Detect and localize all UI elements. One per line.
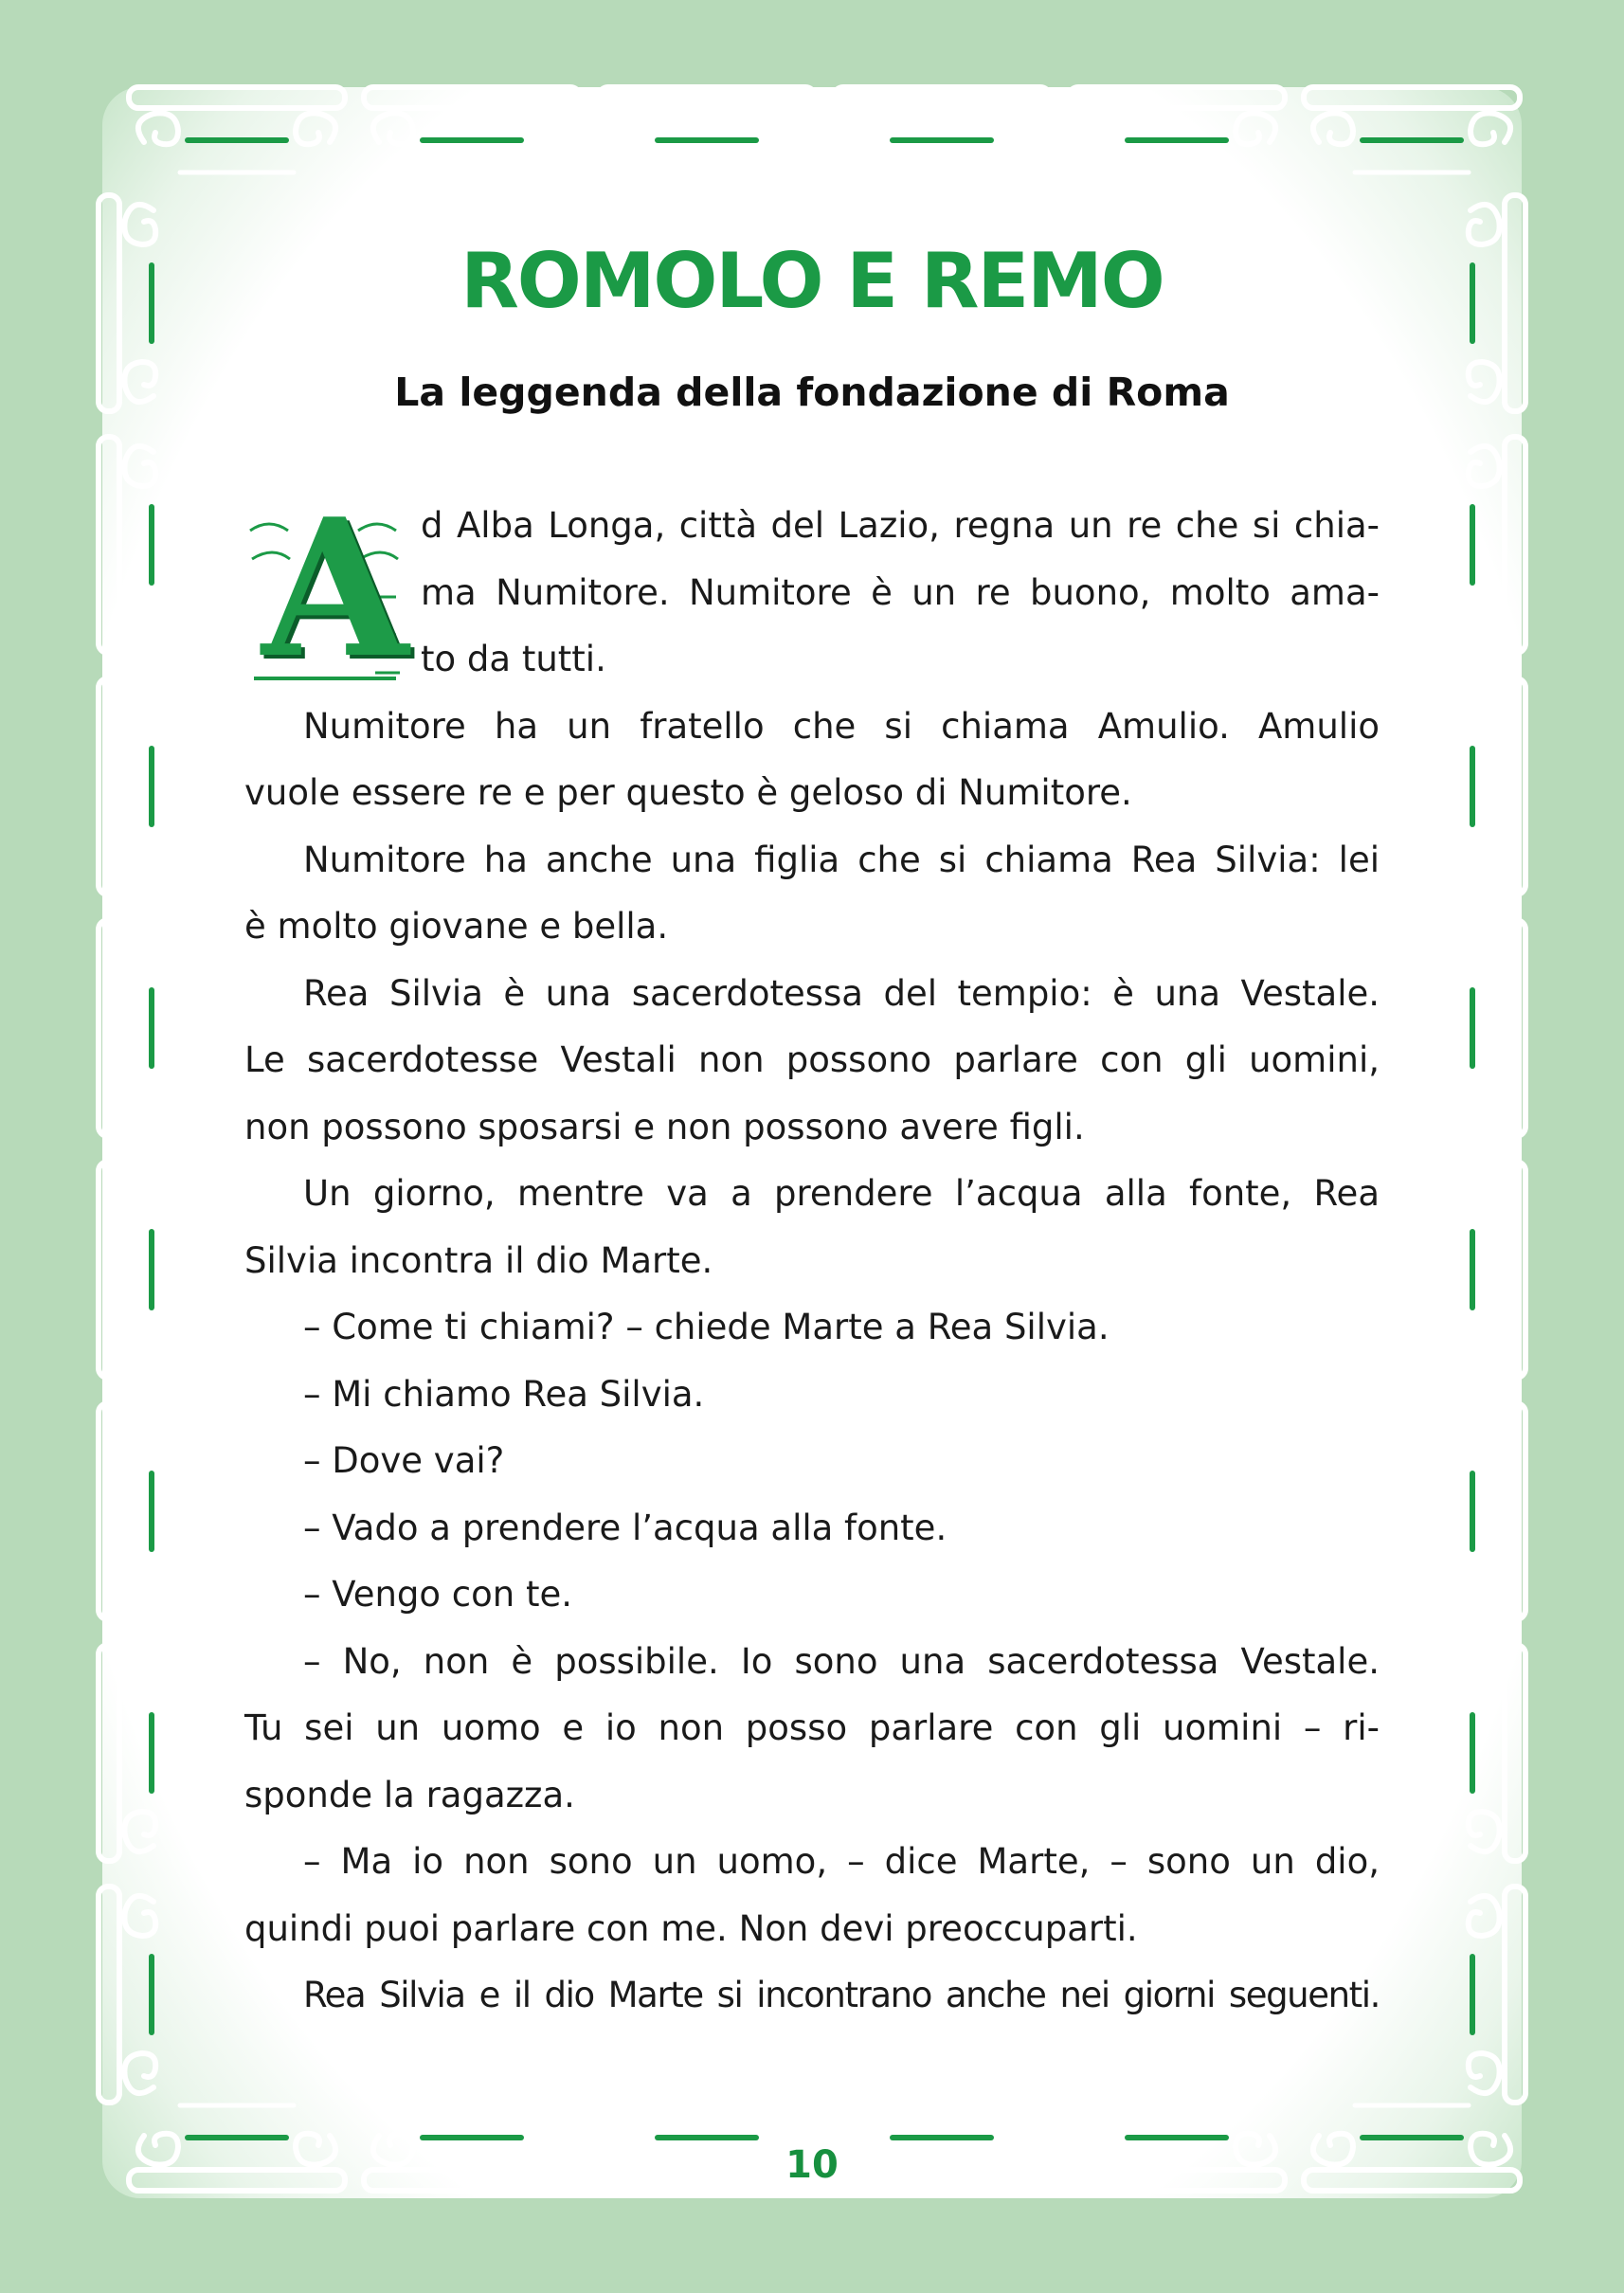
text-line: sponde la ragazza. bbox=[244, 1774, 575, 1815]
text-line: non possono sposarsi e non possono avere figli. bbox=[244, 1106, 1085, 1147]
text-line: – No, non è possibile. Io sono una sacerdotessa Vestale. bbox=[303, 1640, 1380, 1682]
text-line: d Alba Longa, città del Lazio, regna un re che si chia- bbox=[421, 505, 1380, 546]
text-line: Tu sei un uomo e io non posso parlare con gli uomini – ri- bbox=[244, 1707, 1380, 1748]
text-line: Silvia incontra il dio Marte. bbox=[244, 1239, 713, 1281]
text-line: Numitore ha un fratello che si chiama Amulio. Amulio bbox=[303, 705, 1380, 747]
text-line: – Ma io non sono un uomo, – dice Marte, – sono un dio, bbox=[303, 1841, 1380, 1882]
text-line: Rea Silvia e il dio Marte si incontrano anche nei giorni seguenti. bbox=[303, 1975, 1380, 2015]
text-line: è molto giovane e bella. bbox=[244, 906, 669, 947]
text-line: Numitore ha anche una figlia che si chiama Rea Silvia: lei bbox=[303, 839, 1380, 880]
text-line: – Mi chiamo Rea Silvia. bbox=[303, 1373, 705, 1415]
page-content bbox=[244, 171, 1380, 2094]
text-line: – Vado a prendere l’acqua alla fonte. bbox=[303, 1507, 947, 1548]
dropcap-letter: A bbox=[262, 478, 409, 700]
text-line: – Come ti chiami? – chiede Marte a Rea Silvia. bbox=[303, 1307, 1110, 1347]
text-line: vuole essere re e per questo è geloso di Numitore. bbox=[244, 772, 1132, 813]
text-line: Le sacerdotesse Vestali non possono parlare con gli uomini, bbox=[244, 1039, 1380, 1080]
text-line: Rea Silvia è una sacerdotessa del tempio: è una Vestale. bbox=[303, 972, 1380, 1014]
text-line: – Vengo con te. bbox=[303, 1574, 573, 1615]
text-line: Un giorno, mentre va a prendere l’acqua alla fonte, Rea bbox=[303, 1173, 1380, 1214]
page-subtitle: La leggenda della fondazione di Roma bbox=[394, 370, 1230, 415]
page-number: 10 bbox=[785, 2143, 839, 2187]
text-line: quindi puoi parlare con me. Non devi preoccuparti. bbox=[244, 1907, 1138, 1949]
text-line: ma Numitore. Numitore è un re buono, molto ama- bbox=[421, 571, 1380, 613]
story-body bbox=[244, 478, 1380, 2030]
text-line: – Dove vai? bbox=[303, 1440, 505, 1481]
page-title: ROMOLO E REMO bbox=[460, 237, 1164, 325]
text-line: to da tutti. bbox=[421, 639, 606, 679]
